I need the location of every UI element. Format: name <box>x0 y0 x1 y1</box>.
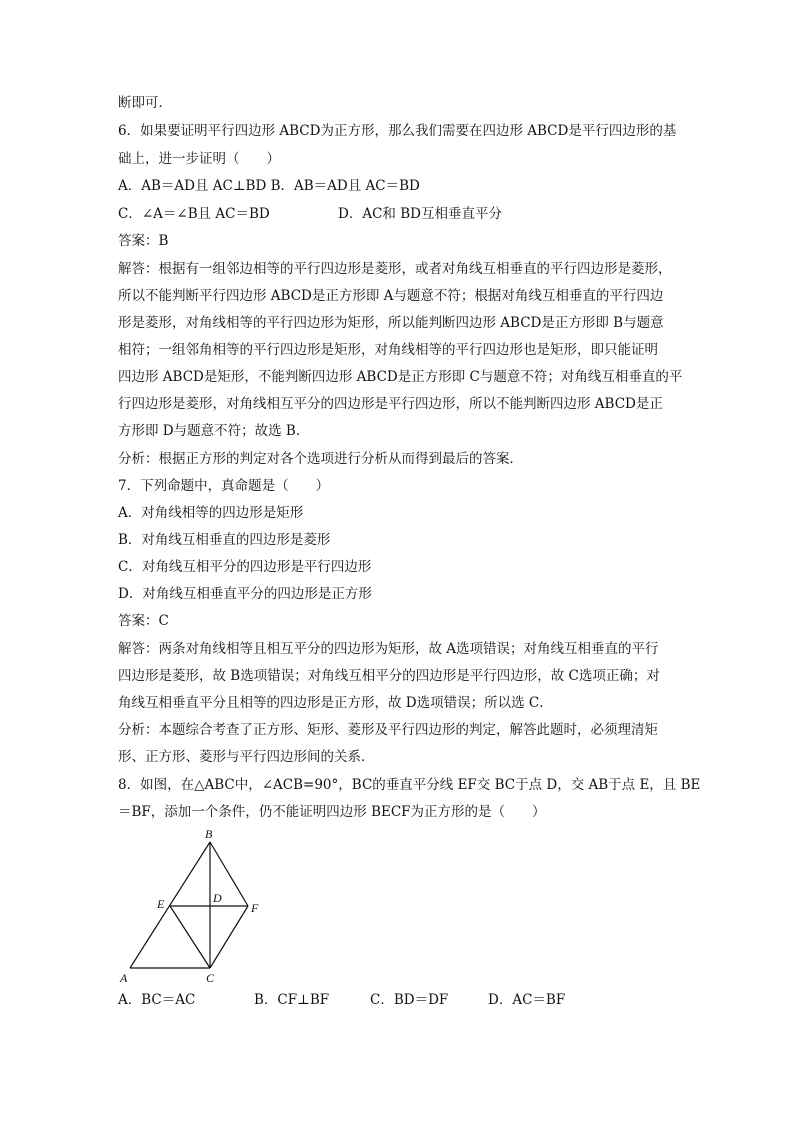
question-8-option-c: C．BD＝DF <box>370 992 449 1008</box>
solution-6-line: 解答：根据有一组邻边相等的平行四边形是菱形，或者对角线互相垂直的平行四边形是菱形， <box>118 261 672 277</box>
question-6-option-c: C．∠A＝∠B且 AC＝BD <box>118 206 270 222</box>
analysis-7-line: 分析：本题综合考查了正方形、矩形、菱形及平行四边形的判定，解答此题时，必须理清矩 <box>118 722 658 738</box>
question-6-stem-cont: 础上，进一步证明（ ） <box>118 151 280 167</box>
geometry-figure <box>112 826 282 990</box>
question-8-option-a: A．BC＝AC <box>118 992 196 1008</box>
question-8-option-d: D．AC＝BF <box>488 992 566 1008</box>
label-a: A <box>120 971 128 985</box>
solution-6-line: 行四边形是菱形，对角线相互平分的四边形是平行四边形，所以不能判断四边形 ABCD是正 <box>118 396 663 412</box>
question-7-option-d: D．对角线互相垂直平分的四边形是正方形 <box>118 586 372 602</box>
label-d: D <box>213 891 222 905</box>
question-8-stem-cont: ＝BF，添加一个条件，仍不能证明四边形 BECF为正方形的是（ ） <box>118 804 546 820</box>
question-8-option-b: B．CF⊥BF <box>254 992 330 1008</box>
figure-lines <box>130 842 248 968</box>
question-7-option-b: B．对角线互相垂直的四边形是菱形 <box>118 532 331 548</box>
question-7-option-c: C．对角线互相平分的四边形是平行四边形 <box>118 559 372 575</box>
question-7-stem: 7．下列命题中，真命题是（ ） <box>118 478 330 494</box>
answer-7: 答案：C <box>118 613 169 629</box>
analysis-7-line: 形、正方形、菱形与平行四边形间的关系． <box>118 749 375 765</box>
segment-fc <box>210 906 248 968</box>
question-6-stem: 6．如果要证明平行四边形 ABCD为正方形，那么我们需要在四边形 ABCD是平行四边形的基 <box>118 123 677 139</box>
solution-7-line: 四边形是菱形，故 B选项错误；对角线互相平分的四边形是平行四边形，故 C选项正确；对 <box>118 668 660 684</box>
solution-7-line: 解答：两条对角线相等且相互平分的四边形为矩形，故 A选项错误；对角线互相垂直的平行 <box>118 641 659 657</box>
solution-7-line: 角线互相垂直平分且相等的四边形是正方形，故 D选项错误；所以选 C． <box>118 695 553 711</box>
segment-ec <box>170 906 210 968</box>
question-6-option-d: D．AC和 BD互相垂直平分 <box>338 206 502 222</box>
question-6-options-ab: A．AB＝AD且 AC⊥BD B．AB＝AD且 AC＝BD <box>118 178 420 194</box>
label-f: F <box>251 901 259 915</box>
label-c: C <box>206 971 215 985</box>
solution-6-line: 所以不能判断平行四边形 ABCD是正方形即 A与题意不符；根据对角线互相垂直的平行四边 <box>118 288 664 304</box>
solution-6-line: 相符；一组邻角相等的平行四边形是矩形，对角线相等的平行四边形也是矩形，即只能证明 <box>118 342 658 358</box>
answer-6: 答案：B <box>118 233 169 249</box>
solution-6-line: 方形即 D与题意不符；故选 B． <box>118 423 310 439</box>
solution-6-line: 形是菱形，对角线相等的平行四边形为矩形，所以能判断四边形 ABCD是正方形即 B与题意 <box>118 315 664 331</box>
question-6-options-cd <box>118 204 678 224</box>
question-8-stem: 8．如图，在△ABC中，∠ACB=90°，BC的垂直平分线 EF交 BC于点 D，交 AB于点 E，且 BE <box>118 777 701 793</box>
question-8-options <box>118 990 678 1010</box>
label-e: E <box>157 897 165 911</box>
question-7-option-a: A．对角线相等的四边形是矩形 <box>118 505 304 521</box>
solution-6-line: 四边形 ABCD是矩形，不能判断四边形 ABCD是正方形即 C与题意不符；对角线互相垂直的平 <box>118 369 683 385</box>
text-line: 断即可． <box>118 95 172 111</box>
label-b: B <box>205 827 213 841</box>
analysis-6: 分析：根据正方形的判定对各个选项进行分析从而得到最后的答案． <box>118 451 523 467</box>
